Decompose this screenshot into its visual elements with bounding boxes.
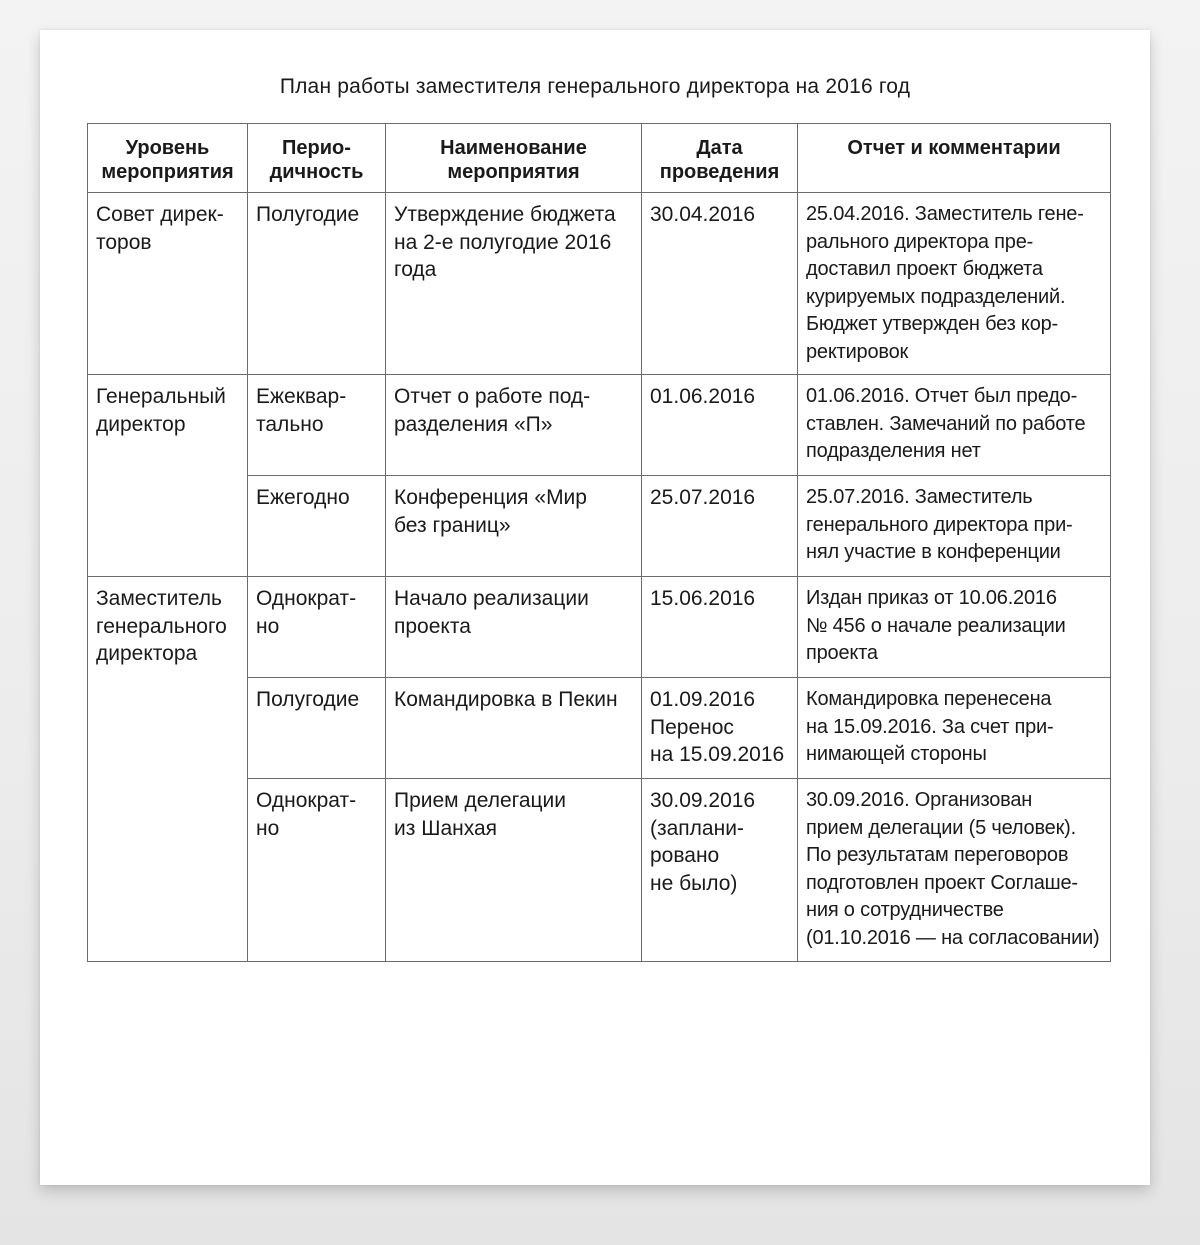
header-comments: Отчет и комментарии [798,124,1111,193]
event-name-cell: Отчет о работе под- разделения «П» [386,375,642,476]
periodicity-cell: Полугодие [248,193,386,375]
header-level: Уровень мероприятия [88,124,248,193]
header-periodicity: Перио- дичность [248,124,386,193]
comment-cell: Издан приказ от 10.06.2016 № 456 о начале реализации проекта [798,577,1111,678]
event-name-cell: Утверждение бюджета на 2-е полугодие 2016 года [386,193,642,375]
date-cell: 30.09.2016 (заплани- ровано не было) [642,779,798,962]
header-event-name: Наименование мероприятия [386,124,642,193]
date-cell: 25.07.2016 [642,476,798,577]
periodicity-cell: Полугодие [248,678,386,779]
work-plan-table [87,123,1111,962]
event-name-cell: Прием делегации из Шанхая [386,779,642,962]
table-row [88,193,1111,375]
comment-cell: Командировка перенесена на 15.09.2016. За счет при- нимающей стороны [798,678,1111,779]
periodicity-cell: Ежеквар- тально [248,375,386,476]
periodicity-cell: Ежегодно [248,476,386,577]
date-cell: 15.06.2016 [642,577,798,678]
comment-cell: 30.09.2016. Организован прием делегации (5 человек). По результатам переговоров подготовлен проект Соглаше- ния о сотрудничестве (01.10.2016 — на согласовании) [798,779,1111,962]
level-cell: Заместитель генерального директора [88,577,248,962]
event-name-cell: Конференция «Мир без границ» [386,476,642,577]
comment-cell: 01.06.2016. Отчет был предо- ставлен. Замечаний по работе подразделения нет [798,375,1111,476]
header-date: Дата проведения [642,124,798,193]
date-cell: 30.04.2016 [642,193,798,375]
comment-cell: 25.07.2016. Заместитель генерального директора при- нял участие в конференции [798,476,1111,577]
level-cell: Генеральный директор [88,375,248,577]
periodicity-cell: Однократ- но [248,577,386,678]
periodicity-cell: Однократ- но [248,779,386,962]
table-row [88,375,1111,476]
event-name-cell: Начало реализации проекта [386,577,642,678]
date-cell: 01.09.2016 Перенос на 15.09.2016 [642,678,798,779]
table-row [88,577,1111,678]
table-header-row [88,124,1111,193]
document-title: План работы заместителя генерального директора на 2016 год [279,75,911,98]
event-name-cell: Командировка в Пекин [386,678,642,779]
date-cell: 01.06.2016 [642,375,798,476]
comment-cell: 25.04.2016. Заместитель гене- рального директора пре- доставил проект бюджета курируемых подразделений. Бюджет утвержден без кор- ректировок [798,193,1111,375]
level-cell: Совет дирек- торов [88,193,248,375]
